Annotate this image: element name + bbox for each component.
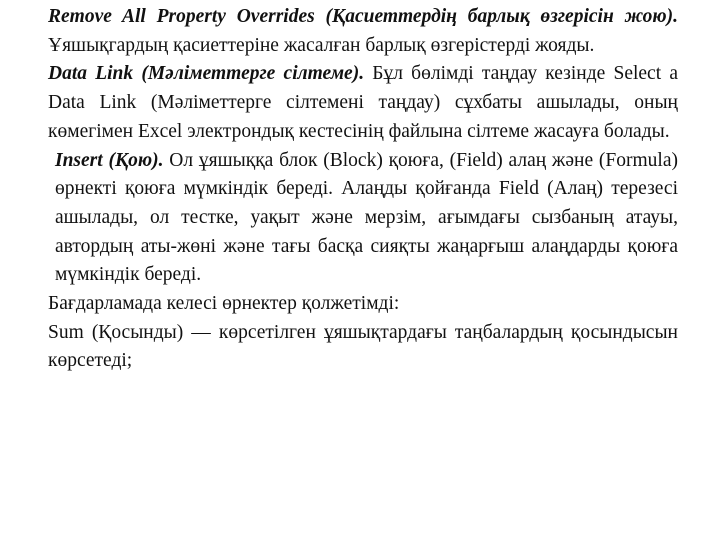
text-data-link: Бұл бөлімді таңдау кезінде Select a Data Link (Мәліметтерге сілтемені таңдау) сұхбаты ашылады, оның көмегімен Excel электрондық кестесінің файлына сілтеме жасауға болады. bbox=[48, 63, 678, 142]
term-insert: Insert (Қою). bbox=[55, 149, 164, 171]
term-remove-overrides: Remove All Property Overrides (Қасиеттердің барлық өзгерісін жою). bbox=[48, 6, 678, 27]
paragraph-remove-overrides bbox=[48, 3, 678, 60]
paragraph-available: Бағдарламада келесі өрнектер қолжетімді: bbox=[48, 293, 400, 315]
text-insert: Ол ұяшыққа блок (Block) қоюға, (Field) алаң және (Formula) өрнекті қоюға мүмкіндік береді. Алаңды қойғанда Field (Алаң) терезесі ашылады, ол тестке, уақыт және мерзім, ағымдағы сызбаның атауы, автордың аты-жөні және тағы басқа сияқты жаңарғыш алаңдарды қоюға мүмкіндік береді. bbox=[55, 149, 678, 286]
paragraph-sum: Sum (Қосынды) — көрсетілген ұяшықтардағы таңбалардың қосындысын көрсетеді; bbox=[48, 321, 678, 372]
paragraph-data-link bbox=[48, 60, 678, 146]
document-page bbox=[48, 3, 678, 376]
paragraph-insert bbox=[48, 147, 678, 291]
text-remove-overrides: Ұяшықгардың қасиеттеріне жасалған барлық өзгерістерді жояды. bbox=[48, 34, 595, 56]
term-data-link: Data Link (Мәліметтерге сілтеме). bbox=[48, 63, 365, 85]
